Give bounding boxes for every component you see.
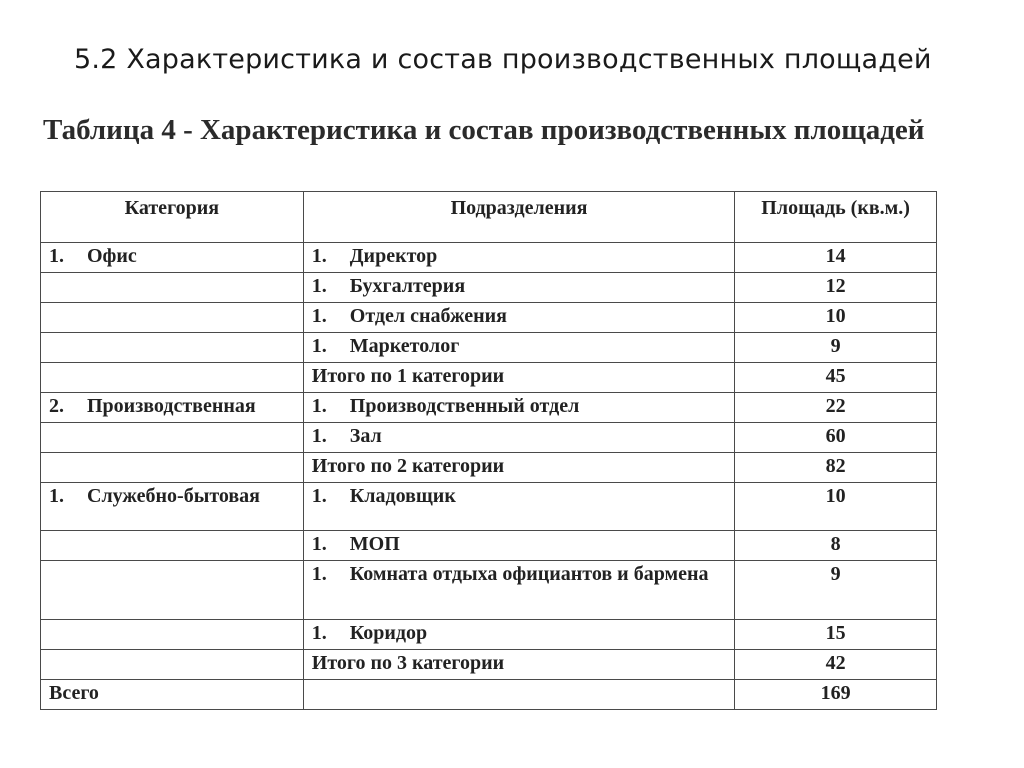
subdivision-number: 1. — [311, 305, 327, 327]
subdivision-label: Директор — [349, 245, 438, 267]
area-cell: 14 — [735, 243, 937, 273]
subdivision-cell — [303, 393, 734, 423]
area-cell: 10 — [735, 303, 937, 333]
subtotal-label-cell: Итого по 1 категории — [303, 363, 734, 393]
category-cell — [41, 453, 304, 483]
table-row — [41, 423, 937, 453]
subdivision-cell — [303, 620, 734, 650]
category-label: Офис — [87, 245, 137, 267]
subtotal-row — [41, 363, 937, 393]
area-cell: 22 — [735, 393, 937, 423]
subdivision-number: 1. — [311, 395, 327, 417]
header-area: Площадь (кв.м.) — [735, 192, 937, 243]
category-cell — [41, 273, 304, 303]
area-cell: 60 — [735, 423, 937, 453]
total-empty-cell — [303, 680, 734, 710]
subdivision-cell — [303, 483, 734, 531]
subdivision-label: Зал — [349, 425, 382, 447]
subdivision-label: Комната отдыха официантов и бармена — [349, 563, 709, 585]
subtotal-label-cell: Итого по 3 категории — [303, 650, 734, 680]
area-cell: 8 — [735, 531, 937, 561]
table-row — [41, 243, 937, 273]
subtotal-area-cell: 82 — [735, 453, 937, 483]
category-cell — [41, 363, 304, 393]
category-cell — [41, 531, 304, 561]
slide-title: 5.2 Характеристика и состав производственных площадей — [74, 44, 932, 75]
subdivision-number: 1. — [311, 563, 327, 585]
subdivision-cell — [303, 423, 734, 453]
table-row — [41, 561, 937, 620]
subdivision-label: МОП — [349, 533, 400, 555]
category-cell — [41, 243, 304, 273]
subdivision-label: Маркетолог — [349, 335, 460, 357]
subdivision-cell — [303, 243, 734, 273]
table-row — [41, 273, 937, 303]
category-number: 1. — [49, 485, 64, 507]
table-row — [41, 483, 937, 531]
subdivision-cell — [303, 561, 734, 620]
total-label-cell: Всего — [41, 680, 304, 710]
category-number: 2. — [49, 395, 64, 417]
subdivision-label: Бухгалтерия — [349, 275, 466, 297]
category-cell — [41, 303, 304, 333]
subdivision-number: 1. — [311, 335, 327, 357]
area-cell: 9 — [735, 561, 937, 620]
category-cell — [41, 393, 304, 423]
subdivision-label: Кладовщик — [349, 485, 456, 507]
category-label: Производственная — [87, 395, 256, 417]
area-cell: 9 — [735, 333, 937, 363]
subdivision-number: 1. — [311, 245, 327, 267]
subtotal-label-cell: Итого по 2 категории — [303, 453, 734, 483]
table-row — [41, 333, 937, 363]
subdivision-cell — [303, 531, 734, 561]
table-row — [41, 620, 937, 650]
table-row — [41, 393, 937, 423]
category-cell — [41, 423, 304, 453]
subdivision-label: Коридор — [349, 622, 428, 644]
subdivision-number: 1. — [311, 485, 327, 507]
table-row — [41, 531, 937, 561]
area-cell: 15 — [735, 620, 937, 650]
subdivision-number: 1. — [311, 425, 327, 447]
subtotal-area-cell: 42 — [735, 650, 937, 680]
subdivision-label: Производственный отдел — [349, 395, 580, 417]
area-cell: 10 — [735, 483, 937, 531]
category-cell — [41, 620, 304, 650]
subtotal-area-cell: 45 — [735, 363, 937, 393]
total-row — [41, 680, 937, 710]
subdivision-cell — [303, 333, 734, 363]
category-cell — [41, 333, 304, 363]
subtotal-row — [41, 650, 937, 680]
subdivision-cell — [303, 303, 734, 333]
subdivision-cell — [303, 273, 734, 303]
header-subdivisions: Подразделения — [303, 192, 734, 243]
areas-table — [40, 191, 937, 710]
category-cell — [41, 561, 304, 620]
subdivision-number: 1. — [311, 622, 327, 644]
total-area-cell: 169 — [735, 680, 937, 710]
header-category: Категория — [41, 192, 304, 243]
subdivision-number: 1. — [311, 533, 327, 555]
subtotal-row — [41, 453, 937, 483]
table-caption: Таблица 4 - Характеристика и состав производственных площадей — [43, 114, 925, 146]
table-row — [41, 303, 937, 333]
category-cell — [41, 650, 304, 680]
subdivision-label: Отдел снабжения — [349, 305, 507, 327]
table-header-row — [41, 192, 937, 243]
category-cell — [41, 483, 304, 531]
category-label: Служебно-бытовая — [87, 485, 260, 507]
subdivision-number: 1. — [311, 275, 327, 297]
category-number: 1. — [49, 245, 64, 267]
area-cell: 12 — [735, 273, 937, 303]
